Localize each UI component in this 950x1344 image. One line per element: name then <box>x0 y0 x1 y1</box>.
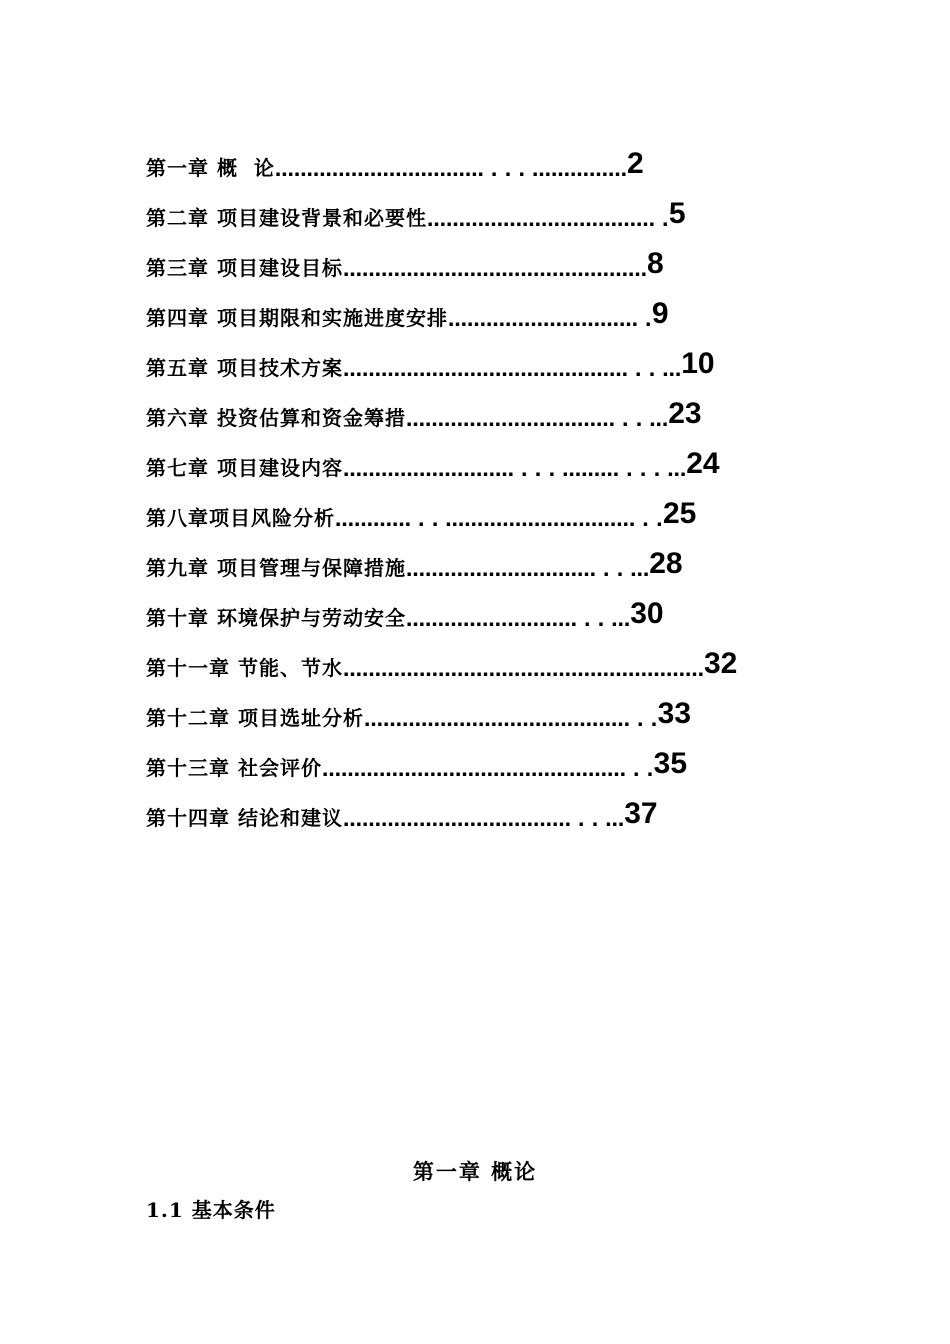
table-of-contents <box>146 131 737 831</box>
toc-entry[interactable] <box>146 331 737 381</box>
toc-entry-title: 第十章 环境保护与劳动安全 <box>146 606 406 630</box>
toc-entry-leader: ………………………………………… . . <box>321 759 654 781</box>
toc-entry-leader: ………………………………………… <box>342 259 647 281</box>
toc-entry[interactable] <box>146 781 737 831</box>
toc-entry-page: 23 <box>668 397 702 430</box>
toc-entry-page: 32 <box>703 647 738 680</box>
section-heading: 1.1 基本条件 <box>146 1198 276 1222</box>
toc-entry-page: 35 <box>653 747 688 780</box>
toc-entry-page: 9 <box>651 297 669 330</box>
toc-entry[interactable] <box>146 481 737 531</box>
toc-entry[interactable] <box>146 131 737 181</box>
toc-entry[interactable] <box>146 181 737 231</box>
toc-entry-title: 第七章 项目建设内容 <box>146 456 343 480</box>
toc-entry-title: 第九章 项目管理与保障措施 <box>146 556 406 580</box>
toc-entry-leader: ……………………………………… . . … <box>342 359 682 381</box>
toc-entry[interactable] <box>146 531 737 581</box>
toc-entry-leader: ……………………… . . . ……… . . . … <box>342 459 687 481</box>
toc-entry-leader: ………………………… . . … <box>405 559 650 581</box>
toc-entry[interactable] <box>146 281 737 331</box>
chapter-heading: 第一章 概论 <box>412 1159 538 1184</box>
toc-entry-leader: ………………………… . <box>447 309 652 331</box>
toc-entry-page: 25 <box>662 497 697 530</box>
toc-entry[interactable] <box>146 431 737 481</box>
toc-entry-page: 24 <box>686 447 720 480</box>
toc-entry[interactable] <box>146 681 737 731</box>
toc-entry-leader: ………………………………………………… <box>342 659 704 681</box>
toc-entry[interactable] <box>146 231 737 281</box>
toc-entry-title: 第十三章 社会评价 <box>146 756 322 780</box>
toc-entry[interactable] <box>146 731 737 781</box>
toc-entry-leader: ……………………… . . … <box>405 609 631 631</box>
toc-entry-page: 8 <box>646 247 664 280</box>
toc-entry-page: 5 <box>668 197 686 230</box>
toc-entry-page: 30 <box>630 597 664 630</box>
toc-entry-title: 第五章 项目技术方案 <box>146 356 343 380</box>
toc-entry-title: 第四章 项目期限和实施进度安排 <box>146 306 448 330</box>
toc-entry-title: 第十二章 项目选址分析 <box>146 706 364 730</box>
toc-entry-leader: …………………………………… . . <box>363 709 658 731</box>
toc-entry-page: 2 <box>627 147 644 180</box>
toc-entry-title: 第二章 项目建设背景和必要性 <box>146 206 427 230</box>
toc-entry-title: 第六章 投资估算和资金筹措 <box>146 406 406 430</box>
toc-entry-leader: …………………………… . . … <box>405 409 669 431</box>
toc-entry-title: 第一章 概 论 <box>146 156 275 180</box>
toc-entry-title: 第十四章 结论和建议 <box>146 806 343 830</box>
toc-entry-title: 第八章项目风险分析 <box>146 506 335 530</box>
toc-entry-title: 第三章 项目建设目标 <box>146 256 343 280</box>
toc-entry-leader: ………… . . ………………………… . . <box>335 509 663 531</box>
toc-entry-leader: ……………………………… . . … <box>342 809 625 831</box>
toc-entry-title: 第十一章 节能、节水 <box>146 656 343 680</box>
toc-entry-page: 37 <box>624 797 658 830</box>
toc-entry[interactable] <box>146 631 737 681</box>
toc-entry-page: 33 <box>657 697 692 730</box>
toc-entry-leader: …………………………… . . . …………… <box>274 159 628 181</box>
toc-entry-leader: ……………………………… . <box>426 209 669 231</box>
toc-entry[interactable] <box>146 381 737 431</box>
toc-entry-page: 28 <box>649 547 683 580</box>
toc-entry-page: 10 <box>681 347 715 380</box>
toc-entry[interactable] <box>146 581 737 631</box>
